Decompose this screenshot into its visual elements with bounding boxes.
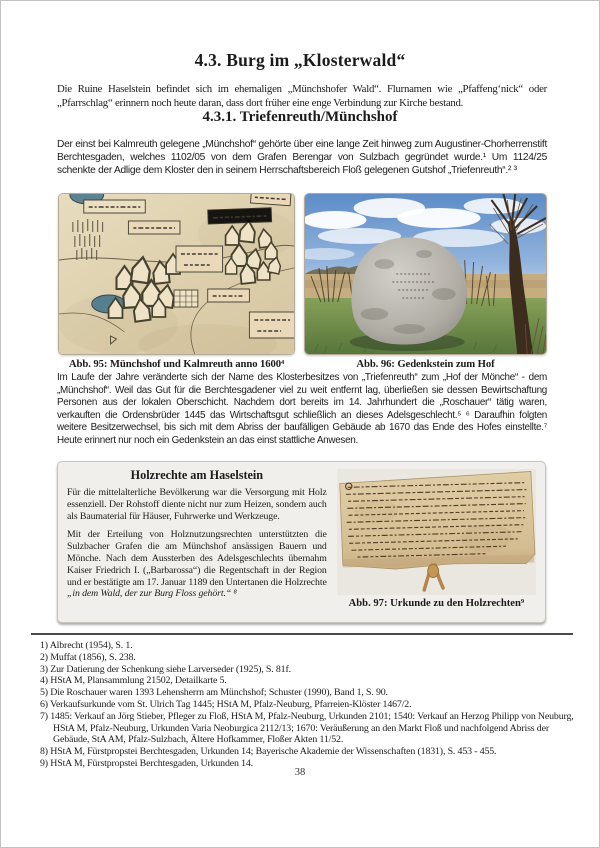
footnote: 7) 1485: Verkauf an Jörg Stieber, Pfleger zu Floß, HStA M, Pfalz-Neuburg, Urkunden 2101; 1540: Verkauf an Herzog Philipp von Neuburg, HStA M, Pfalz-Neuburg, Urkunden Varia Neoburgica 2112/13; 1670: Veräußerung an den Markt Floß und nachfolgend Abriss der Gebäude, StA AM, Pfalz-Sulzbach, Ältere Hofkammer, Floßer Akten 11/52. <box>40 710 574 746</box>
infobox-holzrechte <box>57 461 546 623</box>
footnote: 6) Verkaufsurkunde vom St. Ulrich Tag 1445; HStA M, Pfalz-Neuburg, Pfarreien-Klöster 1467/2. <box>40 698 412 710</box>
intro-paragraph: Die Ruine Haselstein befindet sich im ehemaligen „Münchshofer Wald“. Flurnamen wie „Pfaffeng‘nick“ oder „Pfarrschlag“ erinnern noch heute daran, dass dort früher eine enge Verbindung zur Kirche bestand. <box>57 83 547 109</box>
urkunde-caption: Abb. 97: Urkunde zu den Holzrechten⁹ <box>348 598 525 609</box>
infobox-text-column <box>67 467 327 617</box>
page-number: 38 <box>294 767 306 778</box>
footnote: 1) Albrecht (1954), S. 1. <box>40 640 133 651</box>
memorial-stone-photo <box>304 193 547 355</box>
historical-map-image <box>58 193 295 355</box>
footnotes-list <box>40 640 578 770</box>
subsection-heading: 4.3.1. Triefenreuth/Münchshof <box>202 109 398 125</box>
infobox-quote: „in dem Wald, der zur Burg Floss gehört.“ ⁸ <box>67 588 237 600</box>
memorial-stone-illustration <box>305 194 546 354</box>
footnote: 5) Die Roschauer waren 1393 Lehensherrn am Münchshof; Schuster (1990), Band 1, S. 90. <box>40 687 388 699</box>
infobox-paragraph-2: Mit der Erteilung von Holznutzungsrechten unterstützten die Sulzbacher Grafen die am Münchshof ansässigen Bauern und Mönche. Nach dem Aussterben des Adelsgeschlechts übernahm Kaiser Friedrich I. („Barbarossa“) die Regentschaft in der Region und er bestätigte am 17. Januar 1189 den Untertanen die Holzrechte „in dem Wald, der zur Burg Floss gehört.“ ⁸ <box>67 529 327 600</box>
figure-row <box>58 193 547 370</box>
infobox-title: Holzrechte am Haselstein <box>130 468 264 482</box>
map-illustration <box>59 194 294 354</box>
infobox-paragraph-1: Für die mittelalterliche Bevölkerung war die Versorgung mit Holz essenziell. Der Rohstoff diente nicht nur zum Heizen, sondern auch als Baumaterial für Häuser, Fuhrwerke und Werkzeuge. <box>67 487 327 522</box>
footnote: 3) Zur Datierung der Schenkung siehe Larverseder (1925), S. 81f. <box>40 663 291 675</box>
footnote: 4) HStA M, Plansammlung 21502, Detailkarte 5. <box>40 675 227 687</box>
urkunde-image <box>337 469 536 595</box>
map-caption: Abb. 95: Münchshof und Kalmreuth anno 1600⁴ <box>68 358 285 370</box>
footnote: 8) HStA M, Fürstpropstei Berchtesgaden, Urkunden 14; Bayerische Akademie der Wissenschaften (1831), S. 453 - 455. <box>40 746 497 758</box>
history-paragraph: Im Laufe der Jahre veränderte sich der Name des Klosterbesitzes von „Triefenreuth“ zum „Hof der Mönche“ - dem „Münchshof“. Weil das Gut für die Berchtesgadener viel zu weit entfernt lag, überließen sie dessen Bewirtschaftung Personen aus der lokalen Oberschicht. Nachdem dort bereits im 14. Jahrhundert die „Roschauer“ tätig waren, verkauften die Ordensbrüder 1445 das Wirtschaftsgut schließlich an dieses Adelsgeschlecht.⁵ ⁶ Daraufhin folgten weitere Besitzerwechsel, bis sich mit dem Abriss der baufälligen Gebäude ab 1670 das Ende des Hofes einstellte.⁷ Heute erinnert nur noch ein Gedenkstein an das einst stattliche Anwesen. <box>57 372 547 446</box>
urkunde-illustration <box>337 469 536 595</box>
figure-map <box>58 193 295 370</box>
photo-caption: Abb. 96: Gedenkstein zum Hof <box>356 358 495 370</box>
figure-urkunde <box>337 469 536 617</box>
footnote-divider <box>31 633 573 635</box>
footnote: 9) HStA M, Fürstpropstei Berchtesgaden, Urkunden 14. <box>40 757 253 769</box>
footnote: 2) Muffat (1856), S. 238. <box>40 651 136 663</box>
muenchshof-paragraph: Der einst bei Kalmreuth gelegene „Münchshof“ gehörte über eine lange Zeit hinweg zum Augustiner-Chorherrenstift Berchtesgaden, welches 1102/05 von dem Grafen Berengar von Sulzbach gegründet wurde.¹ Um 1124/25 schenkte der Adlige dem Kloster den in seinem Herrschaftsbereich Floß gelegenen Gutshof „Triefenreuth“.² ³ <box>57 139 547 177</box>
figure-memorial-stone <box>304 193 547 370</box>
section-heading: 4.3. Burg im „Klosterwald“ <box>194 50 406 70</box>
